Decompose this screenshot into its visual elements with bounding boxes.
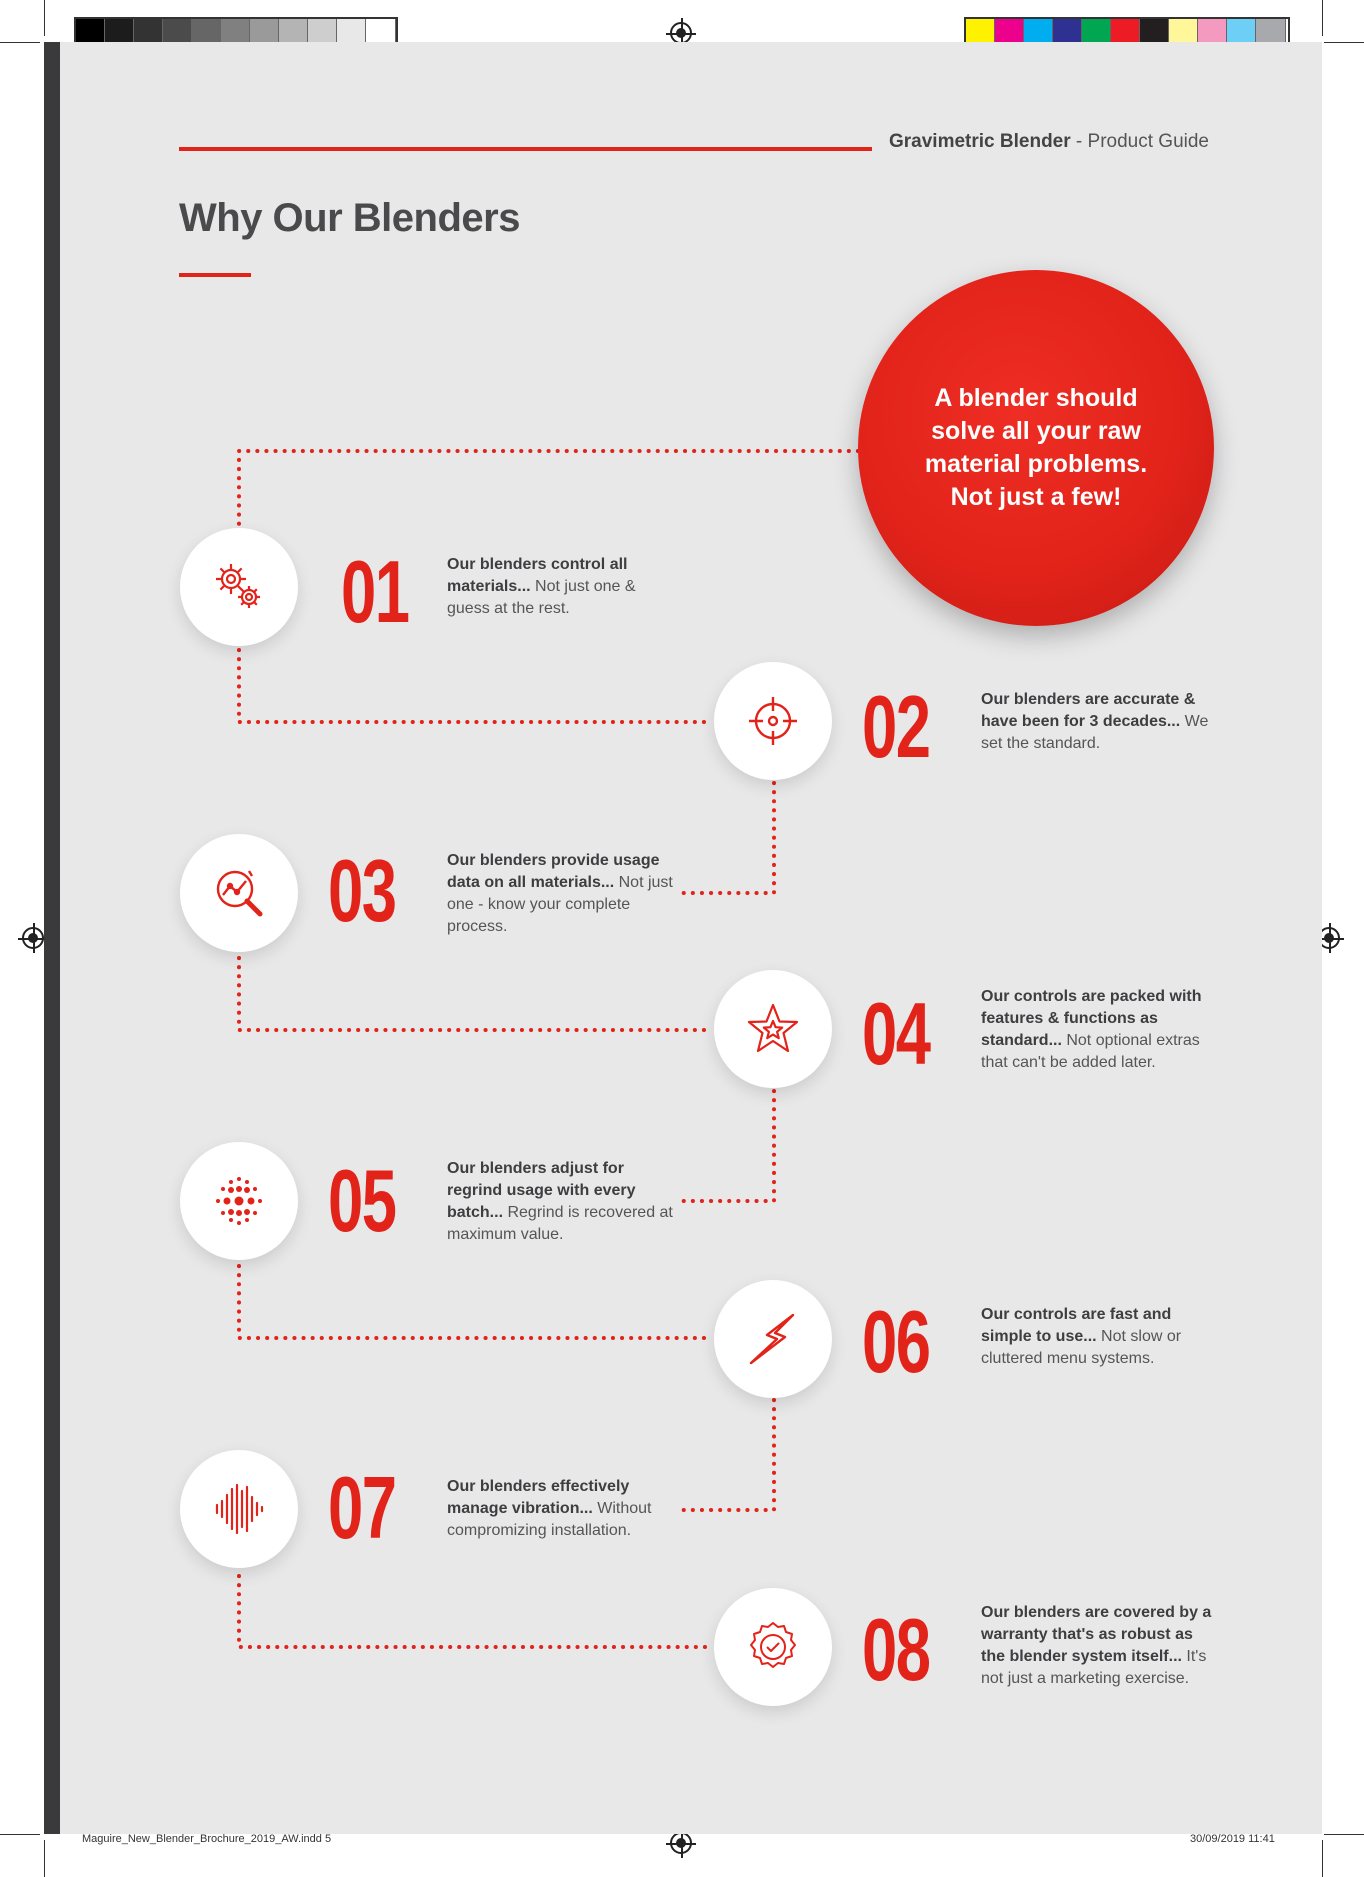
feature-number-01: 01: [341, 542, 409, 641]
feature-bold-06: Our controls are fast and simple to use...: [981, 1306, 1172, 1345]
feature-icon-circle-02: [714, 662, 832, 780]
feature-bold-03: Our blenders provide usage data on all materials...: [447, 852, 660, 891]
feature-bold-07: Our blenders effectively manage vibration...: [447, 1478, 630, 1517]
feature-number-03: 03: [328, 841, 396, 940]
feature-text-06: Not slow or cluttered menu systems.: [981, 1328, 1182, 1367]
feature-description-03: [447, 850, 677, 938]
feature-icon-circle-06: [714, 1280, 832, 1398]
feature-bold-04: Our controls are packed with features & functions as standard...: [981, 988, 1202, 1049]
gears-icon: [207, 555, 271, 619]
feature-number-07: 07: [328, 1458, 396, 1557]
feature-text-07: Without compromizing installation.: [447, 1500, 652, 1539]
feature-number-02: 02: [862, 677, 930, 776]
header-section: - Product Guide: [1070, 131, 1209, 152]
feature-description-01: [447, 554, 667, 620]
feature-description-02: [981, 689, 1211, 755]
feature-bold-05: Our blenders adjust for regrind usage with every batch...: [447, 1160, 636, 1221]
feature-description-06: [981, 1304, 1211, 1370]
feature-number-05: 05: [328, 1151, 396, 1250]
feature-icon-circle-05: [180, 1142, 298, 1260]
feature-bold-01: Our blenders control all materials...: [447, 556, 628, 595]
feature-icon-circle-07: [180, 1450, 298, 1568]
feature-icon-circle-03: [180, 834, 298, 952]
feature-number-08: 08: [862, 1600, 930, 1699]
feature-icon-circle-01: [180, 528, 298, 646]
feature-bold-02: Our blenders are accurate & have been for 3 decades...: [981, 691, 1196, 730]
feature-text-01: Not just one & guess at the rest.: [447, 578, 636, 617]
crosshair-icon: [741, 689, 805, 753]
footer-datetime: 30/09/2019 11:41: [1190, 1833, 1275, 1845]
feature-description-05: [447, 1158, 677, 1246]
vibration-icon: [207, 1477, 271, 1541]
feature-number-04: 04: [862, 984, 930, 1083]
warranty-badge-icon: [741, 1615, 805, 1679]
header-product: Gravimetric Blender: [889, 131, 1071, 152]
feature-text-08: It's not just a marketing exercise.: [981, 1648, 1207, 1687]
footer-filename: Maguire_New_Blender_Brochure_2019_AW.indd 5: [82, 1833, 332, 1845]
feature-text-04: Not optional extras that can't be added later.: [981, 1032, 1200, 1071]
callout-circle: [858, 270, 1214, 626]
feature-text-03: Not just one - know your complete process.: [447, 874, 673, 935]
feature-text-02: We set the standard.: [981, 713, 1209, 752]
magnifier-chart-icon: [207, 861, 271, 925]
feature-description-08: [981, 1602, 1221, 1690]
lightning-icon: [741, 1307, 805, 1371]
feature-icon-circle-04: [714, 970, 832, 1088]
callout-text: A blender should solve all your raw material problems. Not just a few!: [924, 384, 1148, 511]
feature-bold-08: Our blenders are covered by a warranty that's as robust as the blender system itself...: [981, 1604, 1212, 1665]
feature-description-04: [981, 986, 1211, 1074]
feature-icon-circle-08: [714, 1588, 832, 1706]
feature-text-05: Regrind is recovered at maximum value.: [447, 1204, 673, 1243]
page-title: Why Our Blenders: [179, 196, 520, 240]
dot-pattern-icon: [207, 1169, 271, 1233]
feature-description-07: [447, 1476, 677, 1542]
star-icon: [741, 997, 805, 1061]
feature-number-06: 06: [862, 1292, 930, 1391]
